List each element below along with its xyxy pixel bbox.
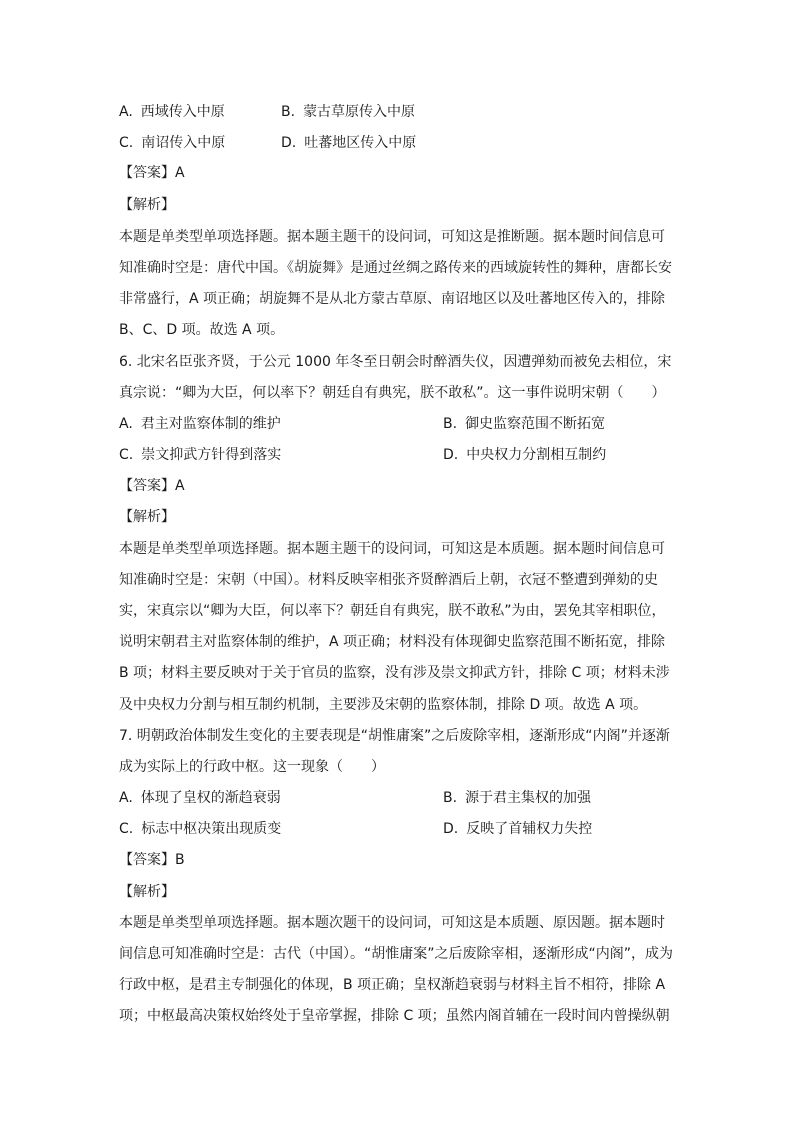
q6-option-a: A. 君主对监察体制的维护 — [119, 416, 281, 432]
q5-analysis-line: 非常盛行，A 项正确；胡旋舞不是从北方蒙古草原、南诏地区以及吐蕃地区传入的，排除 — [119, 291, 666, 307]
q5-analysis-line: B、C、D 项。故选 A 项。 — [119, 322, 285, 338]
q5-option-a: A. 西域传入中原 — [119, 104, 225, 120]
q7-analysis-label: 【解析】 — [119, 884, 175, 900]
q5-analysis-line: 知准确时空是：唐代中国。《胡旋舞》是通过丝绸之路传来的西域旋转性的舞种，唐都长安 — [119, 260, 672, 276]
q6-option-b: B. 御史监察范围不断拓宽 — [443, 416, 606, 432]
q6-analysis-line: 说明宋朝君主对监察体制的维护，A 项正确；材料没有体现御史监察范围不断拓宽，排除 — [119, 634, 666, 650]
q5-option-b: B. 蒙古草原传入中原 — [281, 104, 416, 120]
q6-stem-line: 真宗说：“卿为大臣，何以率下？朝廷自有典宪，朕不敢私”。这一事件说明宋朝（ ） — [119, 385, 666, 401]
q5-option-d: D. 吐蕃地区传入中原 — [281, 135, 417, 151]
q7-option-b: B. 源于君主集权的加强 — [443, 790, 592, 806]
q6-analysis-line: 本题是单类型单项选择题。据本题主题干的设问词，可知这是本质题。据本题时间信息可 — [119, 541, 665, 557]
q7-option-a: A. 体现了皇权的渐趋衰弱 — [119, 790, 281, 806]
q6-stem-line: 6. 北宋名臣张齐贤，于公元 1000 年冬至日朝会时醉酒失仪，因遭弹劾而被免去相位，宋 — [119, 354, 672, 370]
q7-option-d: D. 反映了首辅权力失控 — [443, 821, 593, 837]
q7-stem-line: 成为实际上的行政中枢。这一现象（ ） — [119, 759, 385, 775]
q6-analysis-line: B 项；材料主要反映对于关于官员的监察，没有涉及崇文抑武方针，排除 C 项；材料未涉 — [119, 665, 670, 681]
q6-option-d: D. 中央权力分割相互制约 — [443, 447, 607, 463]
q7-analysis-line: 间信息可知准确时空是：古代（中国）。“胡惟庸案”之后废除宰相，逐渐形成“内阁”，成为 — [119, 946, 674, 962]
q7-analysis-line: 本题是单类型单项选择题。据本题次题干的设问词，可知这是本质题、原因题。据本题时 — [119, 915, 665, 931]
q6-answer: 【答案】A — [119, 478, 185, 494]
q6-option-c: C. 崇文抑武方针得到落实 — [119, 447, 282, 463]
q7-analysis-line: 项；中枢最高决策权始终处于皇帝掌握，排除 C 项；虽然内阁首辅在一段时间内曾操纵朝 — [119, 1008, 670, 1024]
q6-analysis-line: 知准确时空是：宋朝（中国）。材料反映宰相张齐贤醉酒后上朝，衣冠不整遭到弹劾的史 — [119, 572, 658, 588]
q7-analysis-line: 行政中枢，是君主专制强化的体现，B 项正确；皇权渐趋衰弱与材料主旨不相符，排除 A — [119, 977, 666, 993]
q6-analysis-line: 实，宋真宗以“卿为大臣，何以率下？朝廷自有典宪，朕不敢私”为由，罢免其宰相职位， — [119, 603, 666, 619]
q7-stem-line: 7. 明朝政治体制发生变化的主要表现是“胡惟庸案”之后废除宰相，逐渐形成“内阁”并逐渐 — [119, 728, 670, 744]
q5-analysis-line: 本题是单类型单项选择题。据本题主题干的设问词，可知这是推断题。据本题时间信息可 — [119, 229, 665, 245]
q7-answer: 【答案】B — [119, 852, 185, 868]
q6-analysis-line: 及中央权力分割与相互制约机制，主要涉及宋朝的监察体制，排除 D 项。故选 A 项。 — [119, 697, 648, 713]
q7-option-c: C. 标志中枢决策出现质变 — [119, 821, 282, 837]
q5-answer: 【答案】A — [119, 165, 185, 181]
q5-option-c: C. 南诏传入中原 — [119, 135, 226, 151]
q6-analysis-label: 【解析】 — [119, 509, 175, 525]
q5-analysis-label: 【解析】 — [119, 197, 175, 213]
